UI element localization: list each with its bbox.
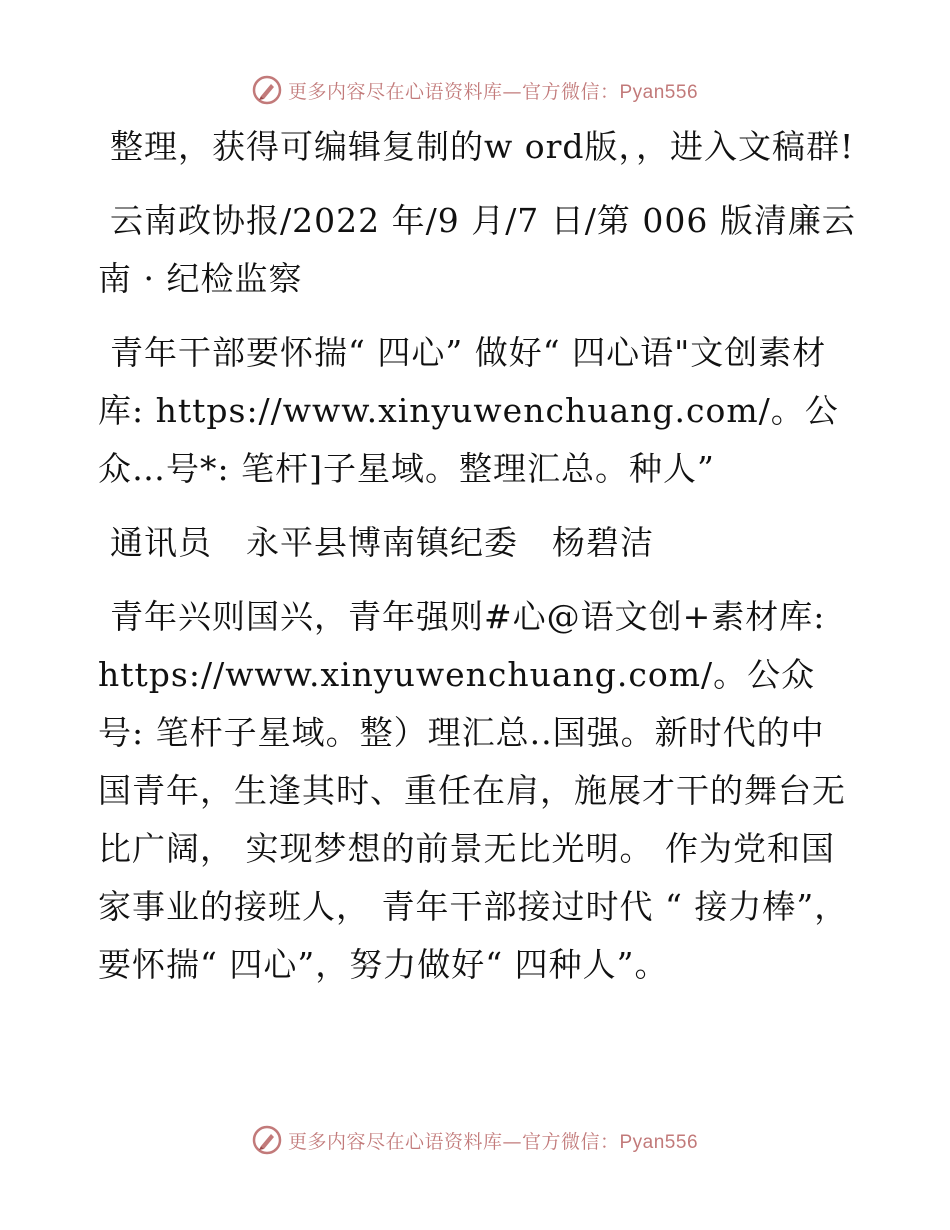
header-banner-text: 更多内容尽在心语资料库—官方微信：Pyan556 — [287, 80, 699, 103]
footer-banner — [0, 1120, 950, 1160]
pen-logo-icon — [252, 75, 282, 105]
paragraph-title: 青年干部要怀揣“ 四心” 做好“ 四心语"文创素材库: https://www.xinyuwenchuang.com/。公众…号*: 笔杆]子星域。整理汇总。种人” — [98, 333, 839, 488]
footer-banner-text: 更多内容尽在心语资料库—官方微信：Pyan556 — [287, 1130, 699, 1153]
paragraph-body: 青年兴则国兴，青年强则#心@语文创+素材库: https://www.xinyuwenchuang.com/。公众号: 笔杆子星域。整）理汇总..国强。新时代的中国青年，生逢其时、重任在肩，施展才干的舞台无比广阔， 实现梦想的前景无比光明。 作为党和国家事业的接班人， 青年干部接过时代 “ 接力棒”，要怀揣“ 四心”，努力做好“ 四种人”。 — [98, 597, 849, 984]
header-wechat-id: Pyan556 — [619, 81, 699, 103]
pen-logo-icon — [252, 1125, 282, 1155]
paragraph-source: 云南政协报/2022 年/9 月/7 日/第 006 版清廉云南 · 纪检监察 — [98, 201, 856, 298]
footer-wechat-id: Pyan556 — [619, 1131, 699, 1153]
paragraph-intro: 整理，获得可编辑复制的w ord版，，进入文稿群! — [110, 127, 855, 166]
paragraph-byline: 通讯员 永平县博南镇纪委 杨碧洁 — [110, 523, 654, 562]
document-body — [98, 118, 858, 1010]
header-banner — [0, 70, 950, 110]
